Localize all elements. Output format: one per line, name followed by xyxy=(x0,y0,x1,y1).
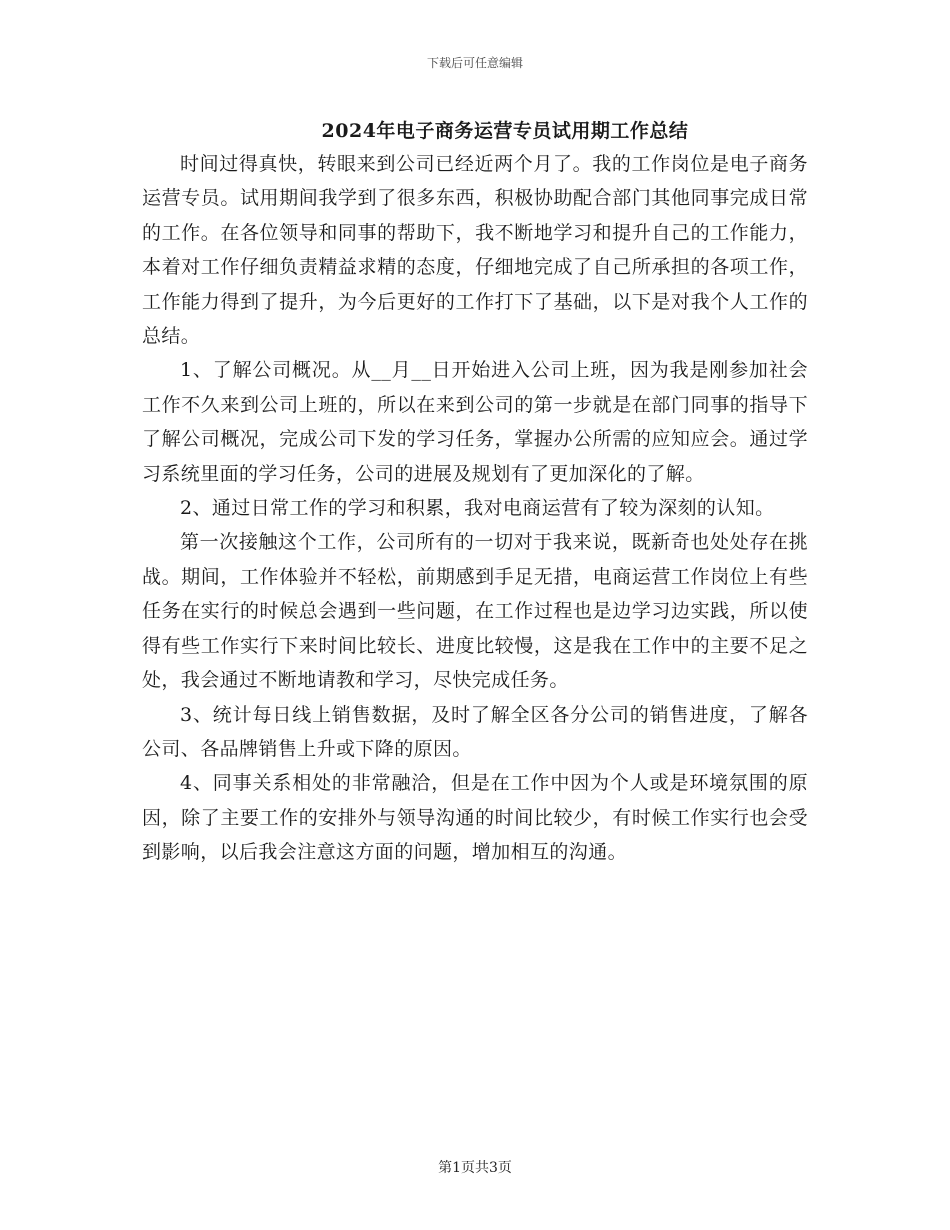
paragraph-item-2: 2、通过日常工作的学习和积累，我对电商运营有了较为深刻的认知。 xyxy=(180,497,775,520)
page-header-note: 下载后可任意编辑 xyxy=(426,56,523,70)
paragraph-item-2-detail: 第一次接触这个工作，公司所有的一切对于我来说，既新奇也处处存在挑战。期间，工作体验并不轻松，前期感到手足无措，电商运营工作岗位上有些任务在实行的时候总会遇到一些问题，在工作过程也是边学习边实践，所以使得有些工作实行下来时间比较长、进度比较慢，这是我在工作中的主要不足之处，我会通过不断地请教和学习，尽快完成任务。 xyxy=(142,531,808,692)
paragraph-item-3: 3、统计每日线上销售数据，及时了解全区各分公司的销售进度，了解各公司、各品牌销售上升或下降的原因。 xyxy=(142,703,808,760)
paragraph-item-1: 1、了解公司概况。从__月__日开始进入公司上班，因为我是刚参加社会工作不久来到公司上班的，所以在来到公司的第一步就是在部门同事的指导下了解公司概况，完成公司下发的学习任务，掌握办公所需的应知应会。通过学习系统里面的学习任务，公司的进展及规划有了更加深化的了解。 xyxy=(142,359,808,485)
paragraph-intro: 时间过得真快，转眼来到公司已经近两个月了。我的工作岗位是电子商务运营专员。试用期间我学到了很多东西，积极协助配合部门其他同事完成日常的工作。在各位领导和同事的帮助下，我不断地学习和提升自己的工作能力，本着对工作仔细负责精益求精的态度，仔细地完成了自己所承担的各项工作，工作能力得到了提升，为今后更好的工作打下了基础，以下是对我个人工作的总结。 xyxy=(142,153,808,348)
paragraph-item-4: 4、同事关系相处的非常融洽，但是在工作中因为个人或是环境氛围的原因，除了主要工作的安排外与领导沟通的时间比较少，有时候工作实行也会受到影响，以后我会注意这方面的问题，增加相互的沟通。 xyxy=(142,772,808,864)
document-title: 2024年电子商务运营专员试用期工作总结 xyxy=(321,120,689,142)
page-number: 第1页共3页 xyxy=(438,1160,512,1176)
document-body xyxy=(142,147,808,870)
